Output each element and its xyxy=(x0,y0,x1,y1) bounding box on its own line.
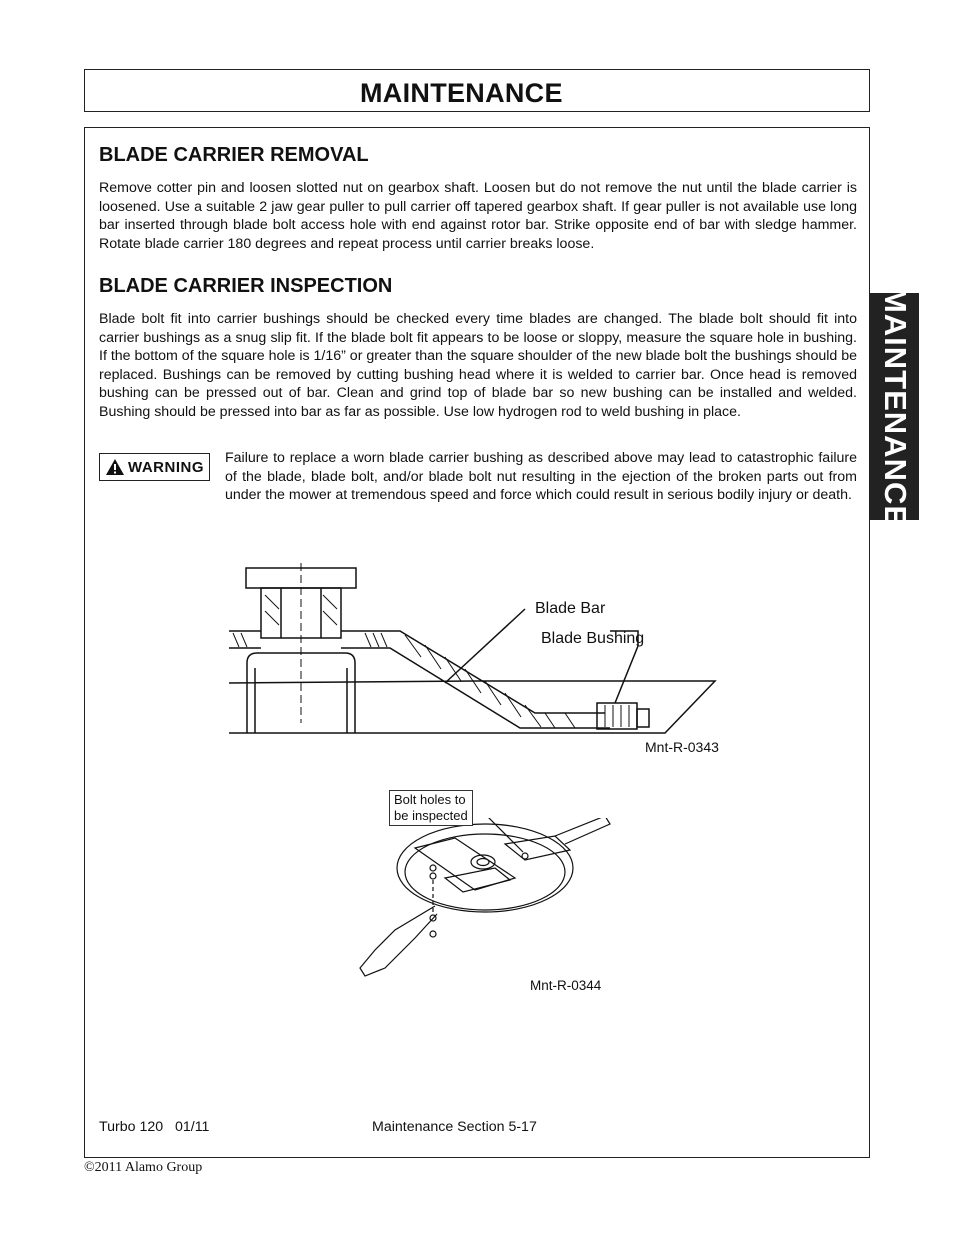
page-header xyxy=(84,69,870,112)
figure1-id: Mnt-R-0343 xyxy=(645,739,719,755)
section-title-inspection: BLADE CARRIER INSPECTION xyxy=(99,275,393,297)
side-tab-label: MAINTENANCE xyxy=(877,286,913,527)
warning-badge-label: WARNING xyxy=(128,458,204,476)
blade-carrier-cross-section-diagram xyxy=(225,563,725,748)
content-frame xyxy=(84,127,870,1158)
blade-bar-label: Blade Bar xyxy=(535,600,606,617)
side-tab xyxy=(870,286,919,527)
bolt-holes-callout-line1: Bolt holes to xyxy=(394,792,466,807)
footer-model-date: Turbo 120 01/11 xyxy=(99,1119,210,1135)
blade-bushing-label: Blade Bushing xyxy=(541,630,645,647)
footer-section: Maintenance Section 5-17 xyxy=(372,1119,537,1135)
section-title-removal: BLADE CARRIER REMOVAL xyxy=(99,144,369,166)
copyright: ©2011 Alamo Group xyxy=(84,1160,203,1175)
warning-triangle-icon xyxy=(105,458,125,476)
figure2-id: Mnt-R-0344 xyxy=(530,978,602,993)
blade-carrier-top-view-diagram xyxy=(355,818,615,998)
bolt-holes-callout-line2: be inspected xyxy=(394,808,468,823)
warning-text: Failure to replace a worn blade carrier bushing as described above may lead to catastrophic failure of the blade, blade bolt, and/or blade bolt nut resulting in the ejection of the broken parts out from under the mower at tremendous speed and force which could result in serious bodily injury or death. xyxy=(225,450,857,504)
warning-badge xyxy=(99,453,210,481)
removal-paragraph: Remove cotter pin and loosen slotted nut on gearbox shaft. Loosen but do not remove the nut until the blade carrier is loosened. Use a suitable 2 jaw gear puller to pull carrier off tapered gearbox shaft. If gear puller is not available use long bar inserted through blade bolt access hole with end against rotor bar. Strike opposite end of bar with sledge hammer. Rotate blade carrier 180 degrees and repeat process until carrier breaks loose. xyxy=(99,180,857,252)
bolt-holes-callout xyxy=(389,790,473,826)
inspection-paragraph: Blade bolt fit into carrier bushings should be checked every time blades are changed. The blade bolt should fit into carrier bushings as a snug slip fit. If the blade bolt fit appears to be loose or sloppy, measure the square hole in bushing. If the bottom of the square hole is 1/16” or greater than the square shoulder of the new blade bolt the bushings should be replaced. Bushings can be removed by cutting bushing head where it is welded to carrier bar. Once head is removed bushing can be pressed out of bar. Clean and grind top of blade bar so new bushing can be installed and welded. Bushing should be pressed into bar as far as possible. Use low hydrogen rod to weld bushing in place. xyxy=(99,311,857,420)
page-title: MAINTENANCE xyxy=(360,78,563,108)
